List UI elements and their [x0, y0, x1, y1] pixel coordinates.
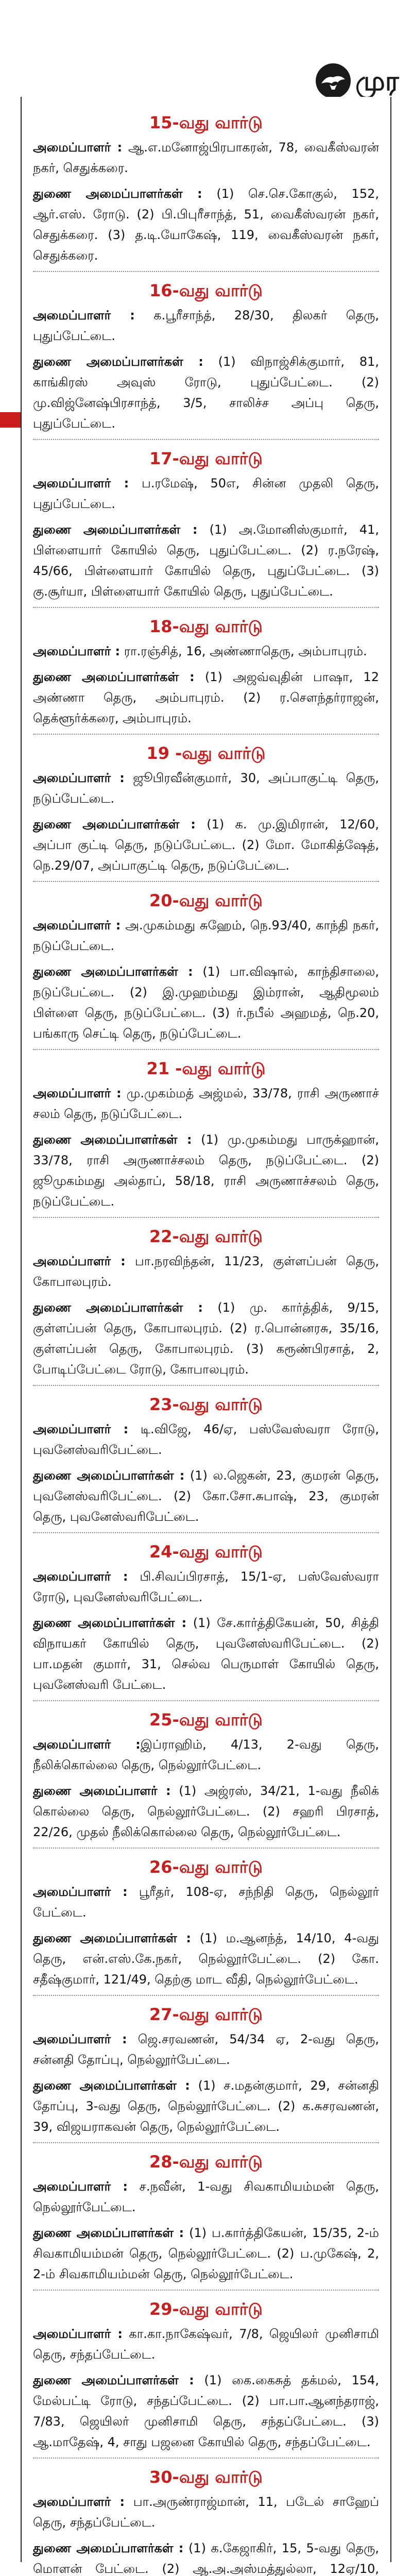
deputy-line	[33, 183, 379, 266]
organizer-value: ஜெ.சரவணன், 54/34 ஏ, 2-வது தெரு, சன்னதி தோப்பு, நெல்லூர்பேட்டை.	[33, 2032, 379, 2067]
brand-name: முர	[355, 66, 399, 97]
organizer-label: அமைப்பாளர் :	[33, 1885, 128, 1899]
deputy-line	[33, 1465, 379, 1527]
deputy-value: (1) செ.செ.கோகுல், 152, ஆர்.எஸ். ரோடு. (2) பி.பிபுரீசாந்த், 51, வைகீஸ்வரன் நகர், செதுக்கரை. (3) த.டி.யோகேஷ், 119, வைகீஸ்வரன் நகர், செதுக்கரை.	[33, 187, 379, 263]
deputy-line	[33, 2075, 379, 2137]
organizer-value: பி.சிவப்பிரசாத், 15/1-ஏ, பஸ்வேஸ்வரா ரோடு, புவனேஸ்வரிபேட்டை.	[33, 1569, 379, 1604]
organizer-label: அமைப்பாளர் :	[33, 1086, 122, 1100]
organizer-line	[33, 641, 379, 662]
deputy-label: துணை அமைப்பாளர்கள் :	[33, 1931, 191, 1945]
deputy-value: (1) ச.மதன்குமார், 29, சன்னதி தோப்பு, 3-வது தெரு, நெல்லூர்பேட்டை. (2) க.சுசரவணன், 39, விஜயராகவன் தெரு, நெல்லூர்பேட்டை.	[33, 2078, 379, 2134]
deputy-line	[33, 2223, 379, 2284]
left-gutter	[0, 97, 21, 2562]
deputy-line	[33, 1928, 379, 1990]
organizer-line	[33, 2492, 379, 2533]
ward-separator	[33, 2458, 379, 2459]
ward-title: 26-வது வார்டு	[149, 1857, 263, 1877]
ward-separator	[33, 1049, 379, 1050]
ward-section	[33, 1225, 379, 1380]
organizer-label: அமைப்பாளர் :	[33, 1422, 129, 1436]
organizer-line	[33, 768, 379, 809]
deputy-label: துணை அமைப்பாளர்கள் :	[33, 670, 195, 684]
deputy-value: (1) மு.முகம்மது பாருக்ஹான், 33/78, ராசி அருணாச்சலம் தெரு, நடுப்பேட்டை. (2) ஜூமுகம்மது அல்தாப், 58/18, ராசி அருணாச்சலம் தெரு, நடுப்பேட்டை.	[33, 1132, 380, 1209]
ward-title: 17-வது வார்டு	[149, 449, 263, 468]
deputy-value: (1) மு. கார்த்திக், 9/15, குள்ளப்பன் தெரு, கோபாலபுரம். (2) ர.பொன்னரசு, 35/16, குள்ளப்பன் தெரு, கோபாலபுரம். (3) கரூண்பிரசாத், 2, போடிப்பேட்டை ரோடு, கோபாலபுரம்.	[33, 1300, 379, 1377]
ward-title: 20-வது வார்டு	[149, 891, 263, 910]
deputy-label: துணை அமைப்பாளர் :	[33, 1784, 171, 1798]
organizer-value: டி.விஜே, 46/ஏ, பஸ்வேஸ்வரா ரோடு, புவனேஸ்வரிபேட்டை.	[33, 1422, 380, 1457]
ward-title: 15-வது வார்டு	[149, 113, 263, 132]
ward-title: 19 -வது வார்டு	[146, 743, 266, 763]
ward-section	[33, 2298, 379, 2452]
organizer-line	[33, 137, 379, 178]
ward-separator	[33, 734, 379, 735]
ward-separator	[33, 439, 379, 440]
deputy-line	[33, 1781, 379, 1842]
organizer-label: அமைப்பாளர் :	[33, 2495, 125, 2509]
organizer-label: அமைப்பாளர் :	[33, 2327, 123, 2341]
ward-separator	[33, 1532, 379, 1533]
deputy-value: (1) அஜ்ரஸ், 34/21, 1-வது நீலிக் கொல்லை தெரு, நெல்லூர்பேட்டை. (2) சஹரி பிரசாத், 22/26, முதல் நீலிக்கொல்லை தெரு, நெல்லூர்பேட்டை.	[33, 1784, 380, 1839]
organizer-value: ஜூபிரவீன்குமார், 30, அப்பாகுட்டி தெரு, நடுப்பேட்டை.	[33, 771, 379, 806]
ward-section	[33, 2003, 379, 2137]
organizer-label: அமைப்பாளர் :	[33, 2179, 128, 2194]
deputy-value: (1) ம.ஆனந்த், 14/10, 4-வது தெரு, என்.எஸ்.கே.நகர், நெல்லூர்பேட்டை. (2) கோ. சதீஷ்குமார், 121/49, தெற்கு மாட வீதி, நெல்லூர்பேட்டை.	[33, 1931, 379, 1987]
ward-section	[33, 615, 379, 728]
organizer-value: ஆ.எ.மனோஜ்பிரபாகரன், 78, வைகீஸ்வரன் நகர், செதுக்கரை.	[33, 140, 379, 175]
ward-section	[33, 1540, 379, 1695]
ward-title: 29-வது வார்டு	[149, 2299, 263, 2319]
deputy-label: துணை அமைப்பாளர்கள் :	[33, 2541, 184, 2555]
ward-separator	[33, 607, 379, 608]
organizer-line	[33, 473, 379, 514]
ward-section	[33, 111, 379, 266]
deputy-value: (1) ல.ஜெகன், 23, குமரன் தெரு, புவனேஸ்வரிபேட்டை. (2) கோ.சோ.சுபாஷ், 23, குமரன் தெரு, புவனேஸ்வரிபேட்டை.	[33, 1468, 379, 1524]
organizer-label: அமைப்பாளர் :	[33, 771, 125, 785]
deputy-label: துணை அமைப்பாளர்கள் :	[33, 354, 203, 369]
deputy-value: (1) அ.மோனிஸ்குமார், 41, பிள்ளையார் கோயில் தெரு, புதுப்பேட்டை. (2) ர.நரேஷ், 45/66, பிள்ளையார் கோயில் தெரு, புதுப்பேட்டை. (3) கு.சூர்யா, பிள்ளையார் கோயில் தெரு, புதுப்பேட்டை.	[33, 522, 379, 599]
organizer-value: மு.முகம்மத் அஜ்மல், 33/78, ராசி அருணாச் சலம் தெரு, நடுப்பேட்டை.	[33, 1086, 379, 1121]
ward-separator	[33, 271, 379, 272]
ward-section	[33, 742, 379, 876]
eagle-logo-icon	[314, 62, 352, 100]
organizer-line	[33, 2324, 379, 2365]
ward-separator	[33, 1848, 379, 1849]
organizer-line	[33, 2029, 379, 2070]
deputy-value: (1) விநாஜ்சிக்குமார், 81, காங்கிரஸ் அவுஸ் ரோடு, புதுப்பேட்டை. (2) மு.விஜ்னேஷ்பிரசாந்த், 3/5, சாலிச்ச அப்பு தெரு, புதுப்பேட்டை.	[33, 354, 380, 431]
ward-title: 16-வது வார்டு	[149, 281, 263, 300]
ward-section	[33, 1393, 379, 1527]
organizer-label: அமைப்பாளர் :	[33, 1569, 128, 1584]
ward-section	[33, 889, 379, 1044]
ward-title: 28-வது வார்டு	[149, 2152, 263, 2172]
deputy-value: (1) அஜவ்வுதின் பாஷா, 12 அண்ணா தெரு, அம்பாபுரம். (2) ர.சௌந்தர்ராஜன், தெக்ளூர்க்கரை, அம்பாபுரம்.	[33, 670, 379, 725]
deputy-label: துணை அமைப்பாளர்கள் :	[33, 1616, 187, 1630]
ward-separator	[33, 1700, 379, 1701]
ward-separator	[33, 1385, 379, 1386]
ward-separator	[33, 2290, 379, 2291]
deputy-value: (1) க.கேஜாகிர், 15, 5-வது தெரு, மொளன் பேட்டை. (2) ஆ.அ.அஸ்மத்துல்லா, 12ஏ/10,	[33, 2541, 379, 2576]
organizer-label: அமைப்பாளர் :	[33, 918, 121, 933]
deputy-line	[33, 1613, 379, 1695]
deputy-line	[33, 1297, 379, 1380]
organizer-line	[33, 1419, 379, 1460]
organizer-label: அமைப்பாளர் :	[33, 1254, 126, 1268]
ward-separator	[33, 1995, 379, 1996]
ward-separator	[33, 881, 379, 882]
ward-list	[22, 97, 390, 2576]
deputy-line	[33, 667, 379, 728]
ward-title: 18-வது வார்டு	[149, 617, 263, 636]
deputy-label: துணை அமைப்பாளர்கள் :	[33, 187, 202, 201]
ward-section	[33, 1057, 379, 1212]
deputy-line	[33, 2538, 379, 2576]
deputy-line	[33, 519, 379, 602]
organizer-line	[33, 1882, 379, 1923]
ward-section	[33, 279, 379, 434]
organizer-value: க.பூரீசாந்த், 28/30, திலகர் தெரு, புதுப்பேட்டை.	[33, 308, 379, 343]
ward-section	[33, 2466, 379, 2576]
deputy-line	[33, 1129, 379, 1212]
organizer-label: அமைப்பாளர் :	[33, 1737, 141, 1752]
ward-title: 21 -வது வார்டு	[146, 1059, 266, 1078]
ward-section	[33, 1708, 379, 1842]
deputy-label: துணை அமைப்பாளர்கள் :	[33, 2078, 190, 2093]
organizer-label: அமைப்பாளர் :	[33, 308, 135, 323]
organizer-value: பா.நரவிந்தன், 11/23, குள்ளப்பன் தெரு, கோபாலபுரம்.	[33, 1254, 379, 1289]
deputy-line	[33, 961, 379, 1044]
deputy-label: துணை அமைப்பாளர்கள் :	[33, 1300, 203, 1315]
deputy-label: துணை அமைப்பாளர்கள் :	[33, 522, 198, 537]
red-marker	[0, 412, 21, 428]
organizer-line	[33, 1566, 379, 1607]
masthead	[0, 0, 412, 97]
organizer-value: பூரீதர், 108-ஏ, சந்நிதி தெரு, நெல்லூர் பேட்டை.	[33, 1885, 380, 1920]
deputy-label: துணை அமைப்பாளர்கள் :	[33, 2373, 194, 2387]
deputy-label: துணை அமைப்பாளர்கள் :	[33, 2226, 184, 2240]
organizer-value: ச.நவீன், 1-வது சிவகாமியம்மன் தெரு, நெல்லூர்பேட்டை.	[33, 2179, 379, 2214]
ward-title: 24-வது வார்டு	[149, 1542, 263, 1562]
article-box	[21, 97, 391, 2576]
deputy-value: (1) ப.கார்த்திகேயன், 15/35, 2-ம் சிவகாமியம்மன் தெரு, நெல்லூர்பேட்டை. (2) ப.முகேஷ், 2, 2-ம் சிவகாமியம்மன் தெரு, நெல்லூர்பேட்டை.	[33, 2226, 379, 2281]
organizer-value: ப.ரமேஷ், 50எ, சின்ன முதலி தெரு, புதுப்பேட்டை.	[33, 476, 379, 511]
deputy-label: துணை அமைப்பாளர்கள் :	[33, 964, 193, 979]
ward-title: 23-வது வார்டு	[149, 1395, 263, 1414]
ward-separator	[33, 2142, 379, 2143]
ward-title: 30-வது வார்டு	[149, 2467, 263, 2487]
ward-title: 25-வது வார்டு	[149, 1710, 263, 1730]
deputy-value: (1) கை.கைசுத் தக்மல், 154, மேல்பட்டி ரோடு, சந்தப்பேட்டை. (2) பா.பா.ஆனந்தராஜ், 7/83, ஜெயிலர் முனிசாமி தெரு, சந்தப்பேட்டை. (3) ஆ.மாதேஷ், 4, சாது பஜனை கோயில் தெரு, சந்தப்பேட்டை.	[33, 2373, 380, 2449]
ward-section	[33, 447, 379, 602]
organizer-label: அமைப்பாளர் :	[33, 476, 129, 490]
organizer-label: அமைப்பாளர் :	[33, 2032, 127, 2046]
organizer-line	[33, 305, 379, 346]
organizer-label: அமைப்பாளர் :	[33, 140, 123, 155]
organizer-value: பா.அருண்ராஜ்மான், 11, படேல் சாஹேப் தெரு, சந்தப்பேட்டை.	[33, 2495, 379, 2530]
ward-section	[33, 2150, 379, 2284]
deputy-value: (1) பா.விஷால், காந்திசாலை, நடுப்பேட்டை. (2) இ.முஹம்மது இம்ரான், ஆதிமூலம் பிள்ளை தெரு, நடுப்பேட்டை. (3) ர்.நபீல் அஹமத், நெ.20, பங்காரு செட்டி தெரு, நடுப்பேட்டை.	[33, 964, 379, 1041]
organizer-line	[33, 1734, 379, 1775]
organizer-line	[33, 1251, 379, 1292]
deputy-label: துணை அமைப்பாளர்கள் :	[33, 1132, 192, 1147]
organizer-line	[33, 2176, 379, 2217]
deputy-value: (1) க. மு.இமிரான், 12/60, அப்பா குட்டி தெரு, நடுப்பேட்டை. (2) மோ. மோகித்ஷேத், நெ.29/07, அப்பாகுட்டி தெரு, நடுப்பேட்டை.	[33, 817, 380, 873]
deputy-line	[33, 814, 379, 876]
organizer-value: கா.கா.நாகேஷ்வர், 7/8, ஜெயிலர் முனிசாமி தெரு, சந்தப்பேட்டை.	[33, 2327, 379, 2362]
organizer-value: இப்ராஹிம், 4/13, 2-வது தெரு, நீலிக்கொல்லை தெரு, நெல்லூர்பேட்டை.	[33, 1737, 379, 1772]
deputy-label: துணை அமைப்பாளர்கள் :	[33, 817, 196, 832]
organizer-line	[33, 1083, 379, 1124]
deputy-line	[33, 2370, 379, 2452]
deputy-label: துணை அமைப்பாளர்கள் :	[33, 1468, 185, 1483]
ward-separator	[33, 1217, 379, 1218]
deputy-line	[33, 351, 379, 434]
ward-section	[33, 1856, 379, 1990]
organizer-value: அ.முகம்மது சுஹேம், நெ.93/40, காந்தி நகர், நடுப்பேட்டை.	[33, 918, 379, 953]
deputy-value: (1) சே.கார்த்திகேயன், 50, சித்தி விநாயகர் கோயில் தெரு, புவனேஸ்வரிபேட்டை. (2) பா.மதன் குமார், 31, செல்வ பெருமாள் கோயில் தெரு, புவனேஸ்வரி பேட்டை.	[33, 1616, 380, 1692]
organizer-label: அமைப்பாளர் :	[33, 644, 121, 658]
organizer-value: ரா.ரஞ்சித், 16, அண்ணாதெரு, அம்பாபுரம்.	[120, 644, 367, 658]
ward-title: 22-வது வார்டு	[149, 1227, 263, 1246]
ward-title: 27-வது வார்டு	[149, 2005, 263, 2024]
organizer-line	[33, 915, 379, 956]
